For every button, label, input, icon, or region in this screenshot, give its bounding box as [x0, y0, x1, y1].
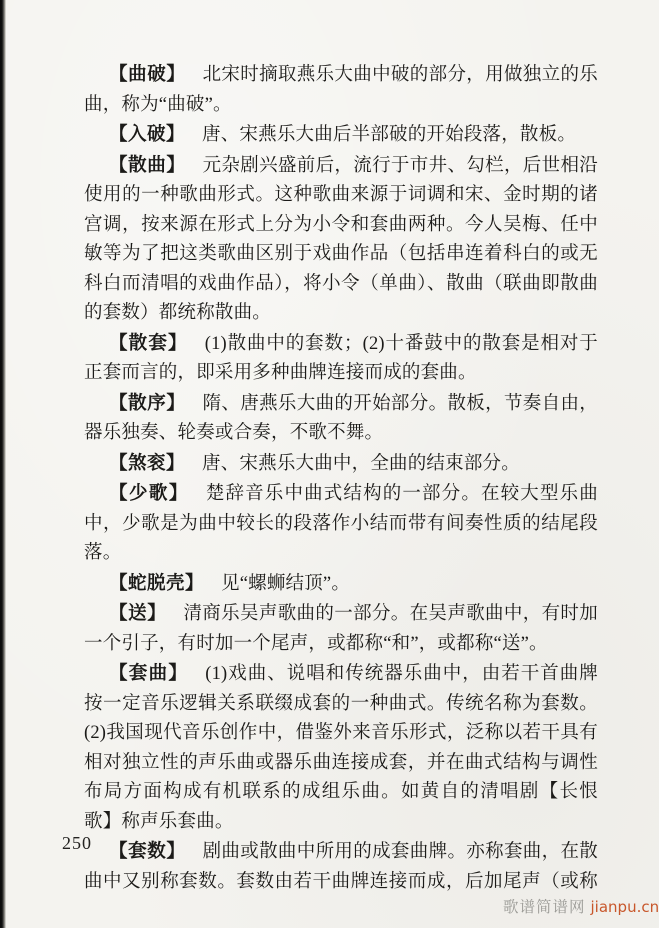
entry-term: 【蛇脱壳】 [109, 572, 205, 594]
dictionary-entry [84, 329, 598, 389]
entry-term: 【煞衮】 [109, 452, 186, 474]
entry-term: 【入破】 [109, 124, 186, 145]
entry-term: 【散曲】 [109, 154, 186, 176]
entry-term: 【套曲】 [109, 663, 189, 684]
entry-term: 【曲破】 [109, 64, 186, 85]
entry-definition: 唐、宋燕乐大曲中，全曲的结束部分。 [202, 453, 520, 474]
dictionary-entry [84, 449, 598, 480]
entry-term: 【散序】 [109, 392, 186, 414]
dictionary-text-column [84, 60, 598, 892]
book-binding-edge [0, 0, 6, 928]
watermark-site-name: 歌谱简谱网 [503, 899, 586, 916]
entry-definition: 见“螺蛳结顶”。 [221, 573, 351, 594]
entry-definition: (1)散曲中的套数；(2)十番鼓中的散套是相对于正套而言的，即采用多种曲牌连接而成的套曲。 [84, 333, 598, 383]
dictionary-entry [84, 837, 598, 897]
dictionary-entry [84, 599, 598, 659]
dictionary-entry [84, 120, 598, 151]
watermark [503, 897, 659, 918]
dictionary-entry [84, 569, 598, 600]
dictionary-entry [84, 151, 598, 329]
entry-term: 【少歌】 [109, 483, 189, 504]
dictionary-entry [84, 60, 598, 120]
page-number: 250 [62, 833, 92, 853]
dictionary-entry [84, 389, 598, 449]
entry-definition: 隋、唐燕乐大曲的开始部分。散板，节奏自由，器乐独奏、轮奏或合奏，不歌不舞。 [84, 393, 598, 443]
watermark-site-url: jianpu.cn [590, 898, 659, 916]
dictionary-entry [84, 479, 598, 569]
entry-term: 【送】 [109, 603, 167, 624]
dictionary-entry [84, 659, 598, 837]
entry-definition: 元杂剧兴盛前后，流行于市井、勾栏，后世相沿使用的一种歌曲形式。这种歌曲来源于词调和宋、金时期的诸宫调，按来源在形式上分为小令和套曲两种。今人吴梅、任中敏等为了把这类歌曲区别于戏曲作品（包括串连着科白的或无科白而清唱的戏曲作品），将小令（单曲）、散曲（联曲即散曲的套数）都统称散曲。 [84, 155, 598, 323]
entry-definition: (1)戏曲、说唱和传统器乐曲中，由若干首曲牌按一定音乐逻辑关系联缀成套的一种曲式。传统名称为套数。(2)我国现代音乐创作中，借鉴外来音乐形式，泛称以若干具有相对独立性的声乐曲或器乐曲连接成套，并在曲式结构与调性布局方面构成有机联系的成组乐曲。如黄自的清唱剧【长恨歌】称声乐套曲。 [84, 664, 598, 832]
entry-definition: 唐、宋燕乐大曲后半部破的开始段落，散板。 [202, 125, 577, 145]
entry-term: 【散套】 [109, 332, 188, 354]
entry-definition: 楚辞音乐中曲式结构的一部分。在较大型乐曲中，少歌是为曲中较长的段落作小结而带有间奏性质的结尾段落。 [84, 484, 598, 563]
entry-term: 【套数】 [109, 841, 186, 862]
entry-definition: 北宋时摘取燕乐大曲中破的部分，用做独立的乐曲，称为“曲破”。 [84, 65, 598, 115]
entry-definition: 清商乐吴声歌曲的一部分。在吴声歌曲中，有时加一个引子，有时加一个尾声，或都称“和”，或都称“送”。 [84, 604, 598, 654]
entry-definition: 剧曲或散曲中所用的成套曲牌。亦称套曲，在散曲中又别称套数。套数由若干曲牌连接而成，后加尾声（或称 [84, 842, 598, 892]
